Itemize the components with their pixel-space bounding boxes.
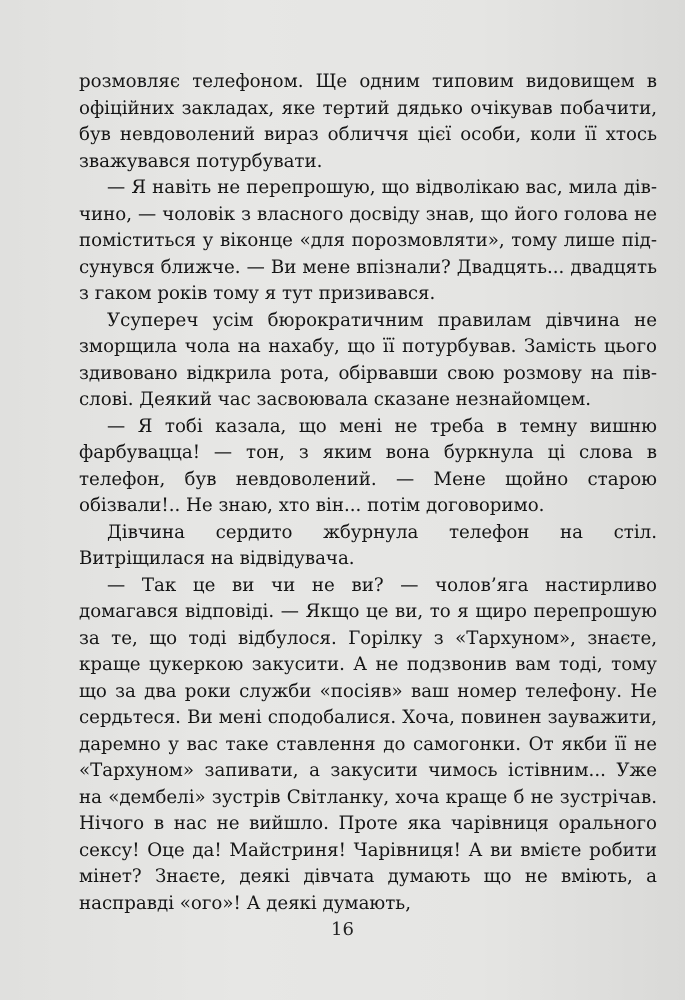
paragraph: — Я навіть не перепрошую, що відволікаю вас, мила дівчино, — чоловік з власного досвіду знав, що його голова не поміститься у віконце «для порозмовляти», тому лише підсунувся ближче. — Ви мене впізнали? Двадцять... двадцять з гаком років тому я тут призивався. xyxy=(79,177,657,304)
paragraph: — Так це ви чи не ви? — чолов’яга настирливо домагався відповіді. — Якщо це ви, то я щиро перепрошую за те, що тоді відбулося. Горілку з «Тархуном», знаєте, краще цукеркою закусити. А не подзвонив вам тоді, тому що за два роки служби «посіяв» ваш номер телефону. Не сердьтеся. Ви мені сподобалися. Хоча, повинен зауважити, даремно у вас таке ставлення до самогонки. От якби її не «Тархуном» запивати, а закусити чимось істівним... Уже на «дембелі» зустрів Світланку, хоча краще б не зустрічав. Нічого в нас не вийшло. Проте яка чарівниця орального сексу! Оце да! Майстриня! Чарівниця! А ви вмієте робити мінет? Знаєте, деякі дівчата думають що не вміють, а насправді «ого»! А деякі думають, xyxy=(79,574,657,914)
paragraph: Дівчина сердито жбурнула телефон на стіл. Витріщилася на відвідувача. xyxy=(79,521,657,569)
page-number: 16 xyxy=(331,919,354,940)
page-body-text xyxy=(79,69,657,917)
paragraph: Усупереч усім бюрократичним правилам дівчина не зморщила чола на нахабу, що її потурбував. Замість цього здивовано відкрила рота, обірвавши свою розмову на півслові. Деякий час засвоювала сказане незнайомцем. xyxy=(79,309,657,410)
paragraph: — Я тобі казала, що мені не треба в темну вишню фарбувацца! — тон, з яким вона буркнула ці слова в телефон, був невдоволений. — Мене щойно старою обізвали!.. Не знаю, хто він... потім договоримо. xyxy=(79,415,657,516)
paragraph: розмовляє телефоном. Ще одним типовим видовищем в офіційних закладах, яке тертий дядько очікував побачити, був невдоволений вираз обличчя цієї особи, коли її хтось зважувався потурбувати. xyxy=(79,71,657,172)
